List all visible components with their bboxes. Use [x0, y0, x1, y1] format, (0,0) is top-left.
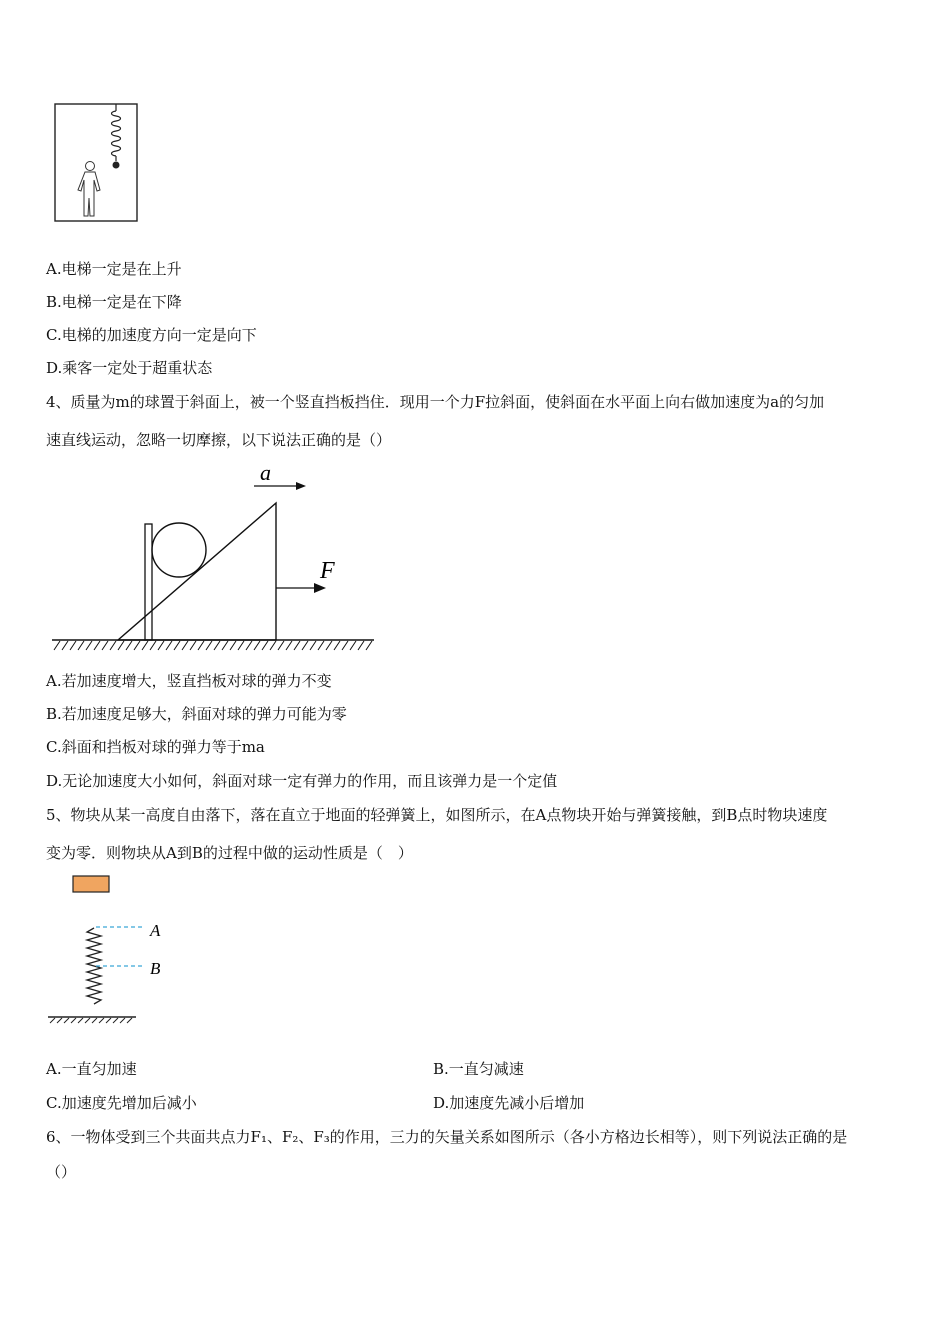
point-b-label: B — [150, 959, 161, 978]
accel-label: a — [260, 460, 271, 485]
elevator-spring-figure — [54, 103, 140, 224]
incline-ball-figure — [48, 458, 378, 658]
q4-option-b: B.若加速度足够大，斜面对球的弹力可能为零 — [46, 705, 347, 723]
q4-option-a: A.若加速度增大，竖直挡板对球的弹力不变 — [46, 672, 332, 690]
q3-option-a: A.电梯一定是在上升 — [46, 260, 182, 278]
spring-point-labels — [144, 915, 174, 985]
q4-option-d: D.无论加速度大小如何，斜面对球一定有弹力的作用，而且该弹力是一个定值 — [46, 772, 558, 790]
q3-option-d: D.乘客一定处于超重状态 — [46, 359, 213, 377]
q5-stem-line-1: 5、物块从某一高度自由落下，落在直立于地面的轻弹簧上，如图所示，在A点物块开始与弹簧接触，到B点时物块速度 — [46, 806, 828, 824]
force-label: F — [320, 558, 335, 584]
falling-block — [73, 876, 109, 892]
q5-option-a: A.一直匀加速 — [46, 1060, 137, 1078]
q5-option-c: C.加速度先增加后减小 — [46, 1094, 197, 1112]
q3-option-c: C.电梯的加速度方向一定是向下 — [46, 326, 257, 344]
q5-stem-line-2: 变为零．则物块从A到B的过程中做的运动性质是（ ） — [46, 844, 413, 862]
q6-stem-line-1: 6、一物体受到三个共面共点力F₁、F₂、F₃的作用，三力的矢量关系如图所示（各小方格边长相等），则下列说法正确的是 — [46, 1128, 848, 1146]
spring-block-figure — [44, 872, 144, 1027]
q5-option-b: B.一直匀减速 — [433, 1060, 524, 1078]
point-a-label: A — [150, 921, 161, 940]
q4-stem-line-1: 4、质量为m的球置于斜面上，被一个竖直挡板挡住．现用一个力F拉斜面，使斜面在水平面上向右做加速度为a的匀加 — [46, 393, 825, 411]
q5-option-d: D.加速度先减小后增加 — [433, 1094, 585, 1112]
q4-option-c: C.斜面和挡板对球的弹力等于ma — [46, 738, 265, 756]
q4-stem-line-2: 速直线运动，忽略一切摩擦，以下说法正确的是（） — [46, 431, 392, 449]
q3-option-b: B.电梯一定是在下降 — [46, 293, 182, 311]
q6-stem-line-2: （） — [46, 1163, 77, 1181]
